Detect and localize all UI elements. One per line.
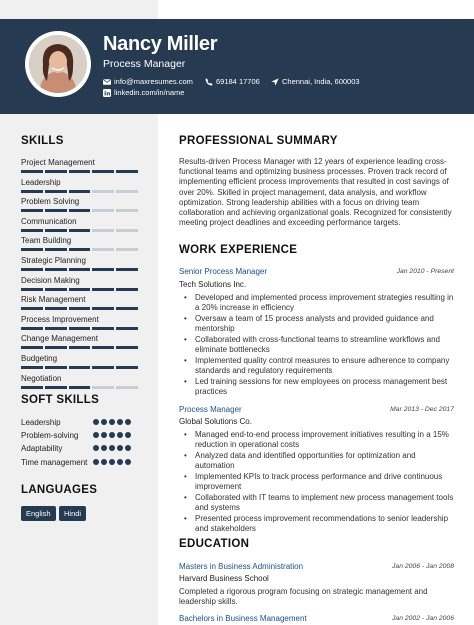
skill-level-segment <box>21 248 43 251</box>
skill-label: Project Management <box>21 158 95 167</box>
skill-level-segment <box>116 268 138 271</box>
email-text: info@maxresumes.com <box>114 77 193 86</box>
school-name: Harvard Business School <box>179 574 269 583</box>
skill-level-segment <box>69 307 91 310</box>
skill-level-segment <box>116 307 138 310</box>
soft-skill-label: Time management <box>21 458 88 467</box>
skill-level-bar <box>21 307 138 310</box>
skill-level-segment <box>21 268 43 271</box>
skill-item <box>21 256 138 271</box>
rating-dot <box>117 445 123 451</box>
education-heading: EDUCATION <box>179 538 250 550</box>
skill-level-bar <box>21 229 138 232</box>
phone-contact <box>205 77 260 86</box>
candidate-name: Nancy Miller <box>103 33 218 55</box>
skill-level-segment <box>92 386 114 389</box>
soft-skill-label: Adaptability <box>21 444 63 453</box>
phone-text: 69184 17706 <box>216 77 260 86</box>
skill-level-segment <box>45 327 67 330</box>
skill-level-segment <box>45 190 67 193</box>
rating-dot <box>125 459 131 465</box>
rating-dot <box>101 445 107 451</box>
skill-level-bar <box>21 366 138 369</box>
job-company: Tech Solutions Inc. <box>179 280 247 289</box>
job-date: Jan 2010 - Present <box>396 268 454 275</box>
rating-dot <box>101 459 107 465</box>
skill-label: Communication <box>21 216 77 226</box>
job-bullet: • Analyzed data and identified opportunities for optimization and automation <box>184 451 456 471</box>
soft-skill-item <box>21 444 131 454</box>
skill-item <box>21 217 138 232</box>
skill-level-segment <box>21 209 43 212</box>
rating-dot <box>93 445 99 451</box>
skill-level-bar <box>21 248 138 251</box>
languages-heading: LANGUAGES <box>21 484 98 496</box>
skill-level-segment <box>92 268 114 271</box>
job-bullet: • Managed end-to-end process improvement initiatives resulting in a 15% reduction in operational costs <box>184 430 456 450</box>
skill-level-bar <box>21 170 138 173</box>
skill-item <box>21 236 138 251</box>
skill-level-segment <box>45 346 67 349</box>
skill-level-segment <box>92 248 114 251</box>
skill-level-segment <box>21 190 43 193</box>
skill-level-segment <box>92 288 114 291</box>
skill-level-segment <box>92 327 114 330</box>
skill-label: Budgeting <box>21 354 58 363</box>
skill-level-segment <box>116 386 138 389</box>
skill-level-segment <box>92 229 114 232</box>
job-bullet: • Oversaw a team of 15 process analysts and provided guidance and mentorship <box>184 314 456 334</box>
location-contact <box>271 77 360 86</box>
skill-item <box>21 197 138 212</box>
skill-label: Team Building <box>21 236 72 246</box>
skill-level-segment <box>116 248 138 251</box>
skill-level-segment <box>45 170 67 173</box>
skill-level-bar <box>21 190 138 193</box>
rating-dot <box>109 445 115 451</box>
soft-skill-rating <box>93 445 131 454</box>
phone-icon <box>205 78 213 86</box>
summary-text: Results-driven Process Manager with 12 years of experience leading cross-functional teams and optimizing business processes. Proven track record of implementing efficient process improvements that resulted in cost savings of over 20%. Skilled in project management, data analysis, and workflow optimization. Strong leadership abilities with a focus on driving team collaboration and achieving organizational goals. Recognized for consistently meeting project deadlines and exceeding performance targets. <box>179 157 452 228</box>
skill-level-bar <box>21 288 138 291</box>
location-text: Chennai, India, 600003 <box>282 77 360 86</box>
skill-item <box>21 295 138 310</box>
rating-dot <box>101 432 107 438</box>
skill-level-bar <box>21 386 138 389</box>
skill-level-segment <box>92 346 114 349</box>
job-title: Senior Process Manager <box>179 267 268 276</box>
skill-level-segment <box>45 248 67 251</box>
skill-label: Process Improvement <box>21 314 99 324</box>
linkedin-contact <box>103 88 184 97</box>
rating-dot <box>93 432 99 438</box>
skill-level-segment <box>45 307 67 310</box>
skill-level-segment <box>21 307 43 310</box>
rating-dot <box>125 432 131 438</box>
skill-level-segment <box>69 346 91 349</box>
rating-dot <box>101 419 107 425</box>
profile-photo <box>25 31 91 97</box>
skill-level-segment <box>21 386 43 389</box>
skill-level-segment <box>92 209 114 212</box>
skill-level-segment <box>116 209 138 212</box>
job-bullet: • Developed and implemented process improvement strategies resulting in a 20% increase in efficiency <box>184 293 456 313</box>
skill-level-segment <box>69 190 91 193</box>
skill-label: Risk Management <box>21 295 86 305</box>
linkedin-icon <box>103 89 111 97</box>
skill-level-segment <box>45 209 67 212</box>
skill-level-segment <box>21 229 43 232</box>
rating-dot <box>109 419 115 425</box>
soft-skill-item <box>21 418 131 428</box>
language-badge: English <box>21 506 56 521</box>
candidate-role: Process Manager <box>103 58 186 70</box>
rating-dot <box>117 432 123 438</box>
skill-label: Leadership <box>21 177 61 187</box>
rating-dot <box>109 459 115 465</box>
skill-label: Problem Solving <box>21 197 80 207</box>
rating-dot <box>109 432 115 438</box>
degree-title: Masters in Business Administration <box>179 562 304 571</box>
soft-skills-heading: SOFT SKILLS <box>21 394 100 406</box>
skill-level-segment <box>45 366 67 369</box>
degree-title: Bachelors in Business Management <box>179 614 307 623</box>
skill-level-segment <box>116 190 138 193</box>
skill-level-segment <box>21 170 43 173</box>
degree-date: Jan 2002 - Jan 2006 <box>392 615 454 622</box>
job-bullet: • Presented process improvement recommendations to senior leadership and stakeholders <box>184 514 456 534</box>
rating-dot <box>93 419 99 425</box>
skill-item <box>21 276 138 291</box>
skill-level-segment <box>69 366 91 369</box>
skill-level-segment <box>116 366 138 369</box>
soft-skill-label: Problem-solving <box>21 431 79 440</box>
job-bullets <box>184 293 456 398</box>
job-bullet: • Collaborated with IT teams to implement new process management tools and systems <box>184 493 456 513</box>
job-bullets <box>184 430 456 535</box>
skill-level-segment <box>92 190 114 193</box>
linkedin-text: linkedin.com/in/name <box>114 88 185 97</box>
skill-level-segment <box>69 327 91 330</box>
skill-level-segment <box>116 170 138 173</box>
skill-item <box>21 315 138 330</box>
skill-level-segment <box>45 288 67 291</box>
skill-level-segment <box>69 268 91 271</box>
rating-dot <box>125 445 131 451</box>
soft-skill-rating <box>93 419 131 428</box>
job-bullet: • Implemented quality control measures to ensure adherence to company standards and regulatory requirements <box>184 356 456 376</box>
job-bullet: • Collaborated with cross-functional teams to streamline workflows and eliminate bottlenecks <box>184 335 456 355</box>
skill-level-segment <box>69 229 91 232</box>
job-date: Mar 2013 - Dec 2017 <box>390 406 454 413</box>
job-bullet: • Led training sessions for new employees on process management best practices <box>184 377 456 397</box>
rating-dot <box>93 459 99 465</box>
skill-level-segment <box>45 268 67 271</box>
skill-level-segment <box>92 366 114 369</box>
skill-label: Change Management <box>21 334 98 344</box>
degree-description: Completed a rigorous program focusing on strategic management and leadership skills. <box>179 587 428 606</box>
skill-level-segment <box>69 248 91 251</box>
skills-heading: SKILLS <box>21 135 64 147</box>
skill-level-bar <box>21 346 138 349</box>
skill-level-segment <box>69 288 91 291</box>
skill-level-segment <box>92 307 114 310</box>
resume-header <box>0 19 474 114</box>
skill-label: Decision Making <box>21 275 80 285</box>
skill-level-segment <box>21 346 43 349</box>
skill-label: Strategic Planning <box>21 256 86 265</box>
job-company: Global Solutions Co. <box>179 417 252 426</box>
summary-heading: PROFESSIONAL SUMMARY <box>179 135 338 147</box>
skill-level-bar <box>21 209 138 212</box>
skill-level-bar <box>21 268 138 271</box>
soft-skill-label: Leadership <box>21 418 61 427</box>
avatar <box>29 35 87 93</box>
email-icon <box>103 78 111 86</box>
skill-level-segment <box>45 386 67 389</box>
job-bullet: • Implemented KPIs to track process performance and drive continuous improvement <box>184 472 456 492</box>
skill-level-segment <box>116 288 138 291</box>
skill-level-segment <box>92 170 114 173</box>
skill-level-bar <box>21 327 138 330</box>
skill-item <box>21 178 138 193</box>
skill-level-segment <box>69 386 91 389</box>
skill-level-segment <box>116 346 138 349</box>
soft-skill-item <box>21 458 131 468</box>
skill-level-segment <box>21 327 43 330</box>
location-arrow-icon <box>271 78 279 86</box>
language-badge: Hindi <box>59 506 86 521</box>
skill-item <box>21 374 138 389</box>
skill-level-segment <box>69 170 91 173</box>
skill-item <box>21 158 138 173</box>
soft-skill-item <box>21 431 131 441</box>
soft-skill-rating <box>93 459 131 468</box>
skill-level-segment <box>116 229 138 232</box>
skill-level-segment <box>21 366 43 369</box>
email-contact <box>103 77 193 86</box>
skill-level-segment <box>116 327 138 330</box>
experience-heading: WORK EXPERIENCE <box>179 244 298 256</box>
skill-label: Negotiation <box>21 373 62 383</box>
skill-level-segment <box>45 229 67 232</box>
soft-skill-rating <box>93 432 131 441</box>
skill-item <box>21 354 138 369</box>
rating-dot <box>117 419 123 425</box>
skill-level-segment <box>21 288 43 291</box>
skill-item <box>21 334 138 349</box>
degree-date: Jan 2006 - Jan 2008 <box>392 563 454 570</box>
skill-level-segment <box>69 209 91 212</box>
rating-dot <box>125 419 131 425</box>
job-title: Process Manager <box>179 405 242 414</box>
rating-dot <box>117 459 123 465</box>
